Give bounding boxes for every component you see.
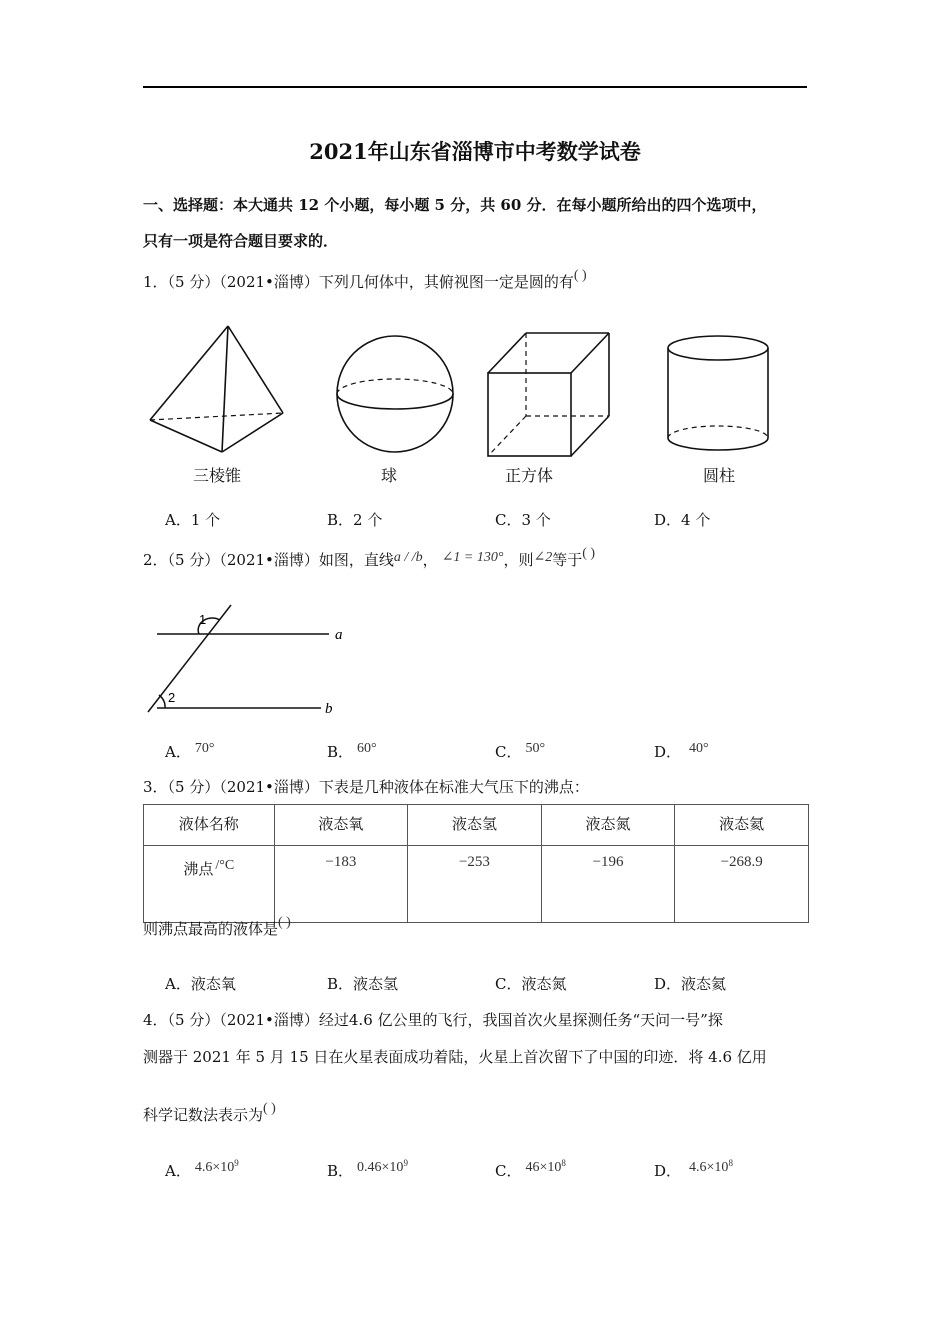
table-cell [541,846,675,923]
q2-stem [143,546,596,570]
q3-option-a: A．液态氧 [165,975,236,993]
q4-option-a-base: 4.6×10 [194,1160,235,1175]
q2-option-d-value: 40° [689,741,709,756]
q2-option-a-value: 70° [194,741,215,756]
sphere-figure [337,336,453,452]
q1-option-d: D．4 个 [654,511,711,529]
q2-stem-text-c: 等于 [552,551,583,569]
boiling-point-oxygen: −183 [325,854,357,870]
q4-stem-line3-text: 科学记数法表示为 [143,1106,264,1124]
exam-title: 2021年山东省淄博市中考数学试卷 [309,139,641,164]
q2-parallel-expr: a / /b [393,550,423,565]
q1-stem [143,268,587,292]
caption-cylinder: 圆柱 [703,466,736,485]
table-header-cell: 液态氢 [408,805,542,846]
q2-option-c-value: 50° [525,741,546,756]
table-header-row [144,805,809,846]
q2-angle2-expr: ∠2 [533,550,553,565]
q4-option-b-exp: 9 [403,1158,408,1168]
q3-question-text: 则沸点最高的液体是 [143,920,279,938]
q2-answer-paren: ( ) [582,546,596,561]
table-cell [274,846,408,923]
line-a-label: a [335,627,343,643]
q1-solids-figure [140,318,790,468]
q3-option-b: B．液态氢 [327,975,399,993]
row-label-text: 沸点 [183,860,214,878]
q4-option-d [654,1160,733,1181]
triangular-pyramid-figure [150,326,283,452]
header-rule [143,86,807,88]
section-instructions-line2: 只有一项是符合题目要求的． [143,232,339,250]
q3-option-d: D．液态氦 [654,975,727,993]
q3-question [143,915,291,939]
q4-stem-line2: 测器于 2021 年 5 月 15 日在火星表面成功着陆，火星上首次留下了中国的印迹．将 4.6 亿用 [143,1048,767,1066]
q4-stem-line3 [143,1101,276,1125]
cube-figure [488,333,609,456]
q4-option-a [165,1160,239,1181]
q4-option-c-exp: 8 [561,1158,566,1168]
q2-option-b-label: B． [327,743,354,761]
q2-option-b [327,741,377,762]
q1-stem-text: 1．（5 分）（2021•淄博）下列几何体中，其俯视图一定是圆的有 [143,273,574,291]
q3-answer-paren: ( ) [278,915,291,930]
boiling-point-nitrogen: −196 [592,854,624,870]
q4-answer-paren: ( ) [263,1101,276,1116]
q2-stem-sep: ， [422,551,438,569]
q2-parallel-lines-figure [143,598,353,720]
caption-sphere: 球 [381,466,398,485]
q4-option-c-label: C． [495,1162,522,1180]
q3-stem: 3．（5 分）（2021•淄博）下表是几种液体在标准大气压下的沸点： [143,778,589,796]
q2-option-c-label: C． [495,743,522,761]
q4-option-d-label: D． [654,1162,682,1180]
table-row-label [144,846,275,923]
q4-option-d-exp: 8 [728,1158,733,1168]
boiling-point-hydrogen: −253 [458,854,490,870]
row-label-unit: /°C [215,858,235,873]
q4-option-b-label: B． [327,1162,354,1180]
q2-option-a [165,741,214,762]
q4-stem-line1: 4．（5 分）（2021•淄博）经过4.6 亿公里的飞行，我国首次火星探测任务“天问一号”探 [143,1011,723,1029]
q2-angle1-expr: ∠1 = 130° [441,550,504,565]
q3-option-c: C．液态氮 [495,975,567,993]
boiling-point-helium: −268.9 [720,854,763,870]
q1-option-a: A．1 个 [165,511,221,529]
table-header-cell: 液态氮 [541,805,675,846]
q1-option-b: B．2 个 [327,511,383,529]
q1-answer-paren: ( ) [573,268,587,283]
table-header-cell: 液态氧 [274,805,408,846]
q4-option-c-base: 46×10 [525,1160,562,1175]
q2-option-d-label: D． [654,743,682,761]
q2-stem-text-b: ，则 [503,551,534,569]
caption-cube: 正方体 [505,466,554,485]
q4-option-b [327,1160,408,1181]
q4-option-c [495,1160,566,1181]
q1-option-c: C．3 个 [495,511,551,529]
q4-option-d-base: 4.6×10 [689,1160,729,1175]
caption-triangular-pyramid: 三棱锥 [193,466,242,485]
q2-option-d [654,741,709,762]
table-cell [675,846,809,923]
section-instructions-line1: 一、选择题：本大通共 12 个小题，每小题 5 分，共 60 分．在每小题所给出的四个选项中， [143,196,767,214]
angle2-label: 2 [168,690,176,705]
angle1-label: 1 [199,612,207,627]
q4-option-b-base: 0.46×10 [357,1160,404,1175]
line-b-label: b [325,701,333,717]
table-header-cell: 液态氦 [675,805,809,846]
q2-option-c [495,741,545,762]
table-header-cell: 液体名称 [144,805,275,846]
q2-option-a-label: A． [165,743,191,761]
q4-option-a-label: A． [165,1162,191,1180]
boiling-point-table [143,804,809,923]
table-cell [408,846,542,923]
q4-option-a-exp: 9 [234,1158,239,1168]
q2-stem-text-a: 2．（5 分）（2021•淄博）如图，直线 [143,551,394,569]
cylinder-figure [668,336,768,450]
table-row [144,846,809,923]
q2-option-b-value: 60° [357,741,377,756]
